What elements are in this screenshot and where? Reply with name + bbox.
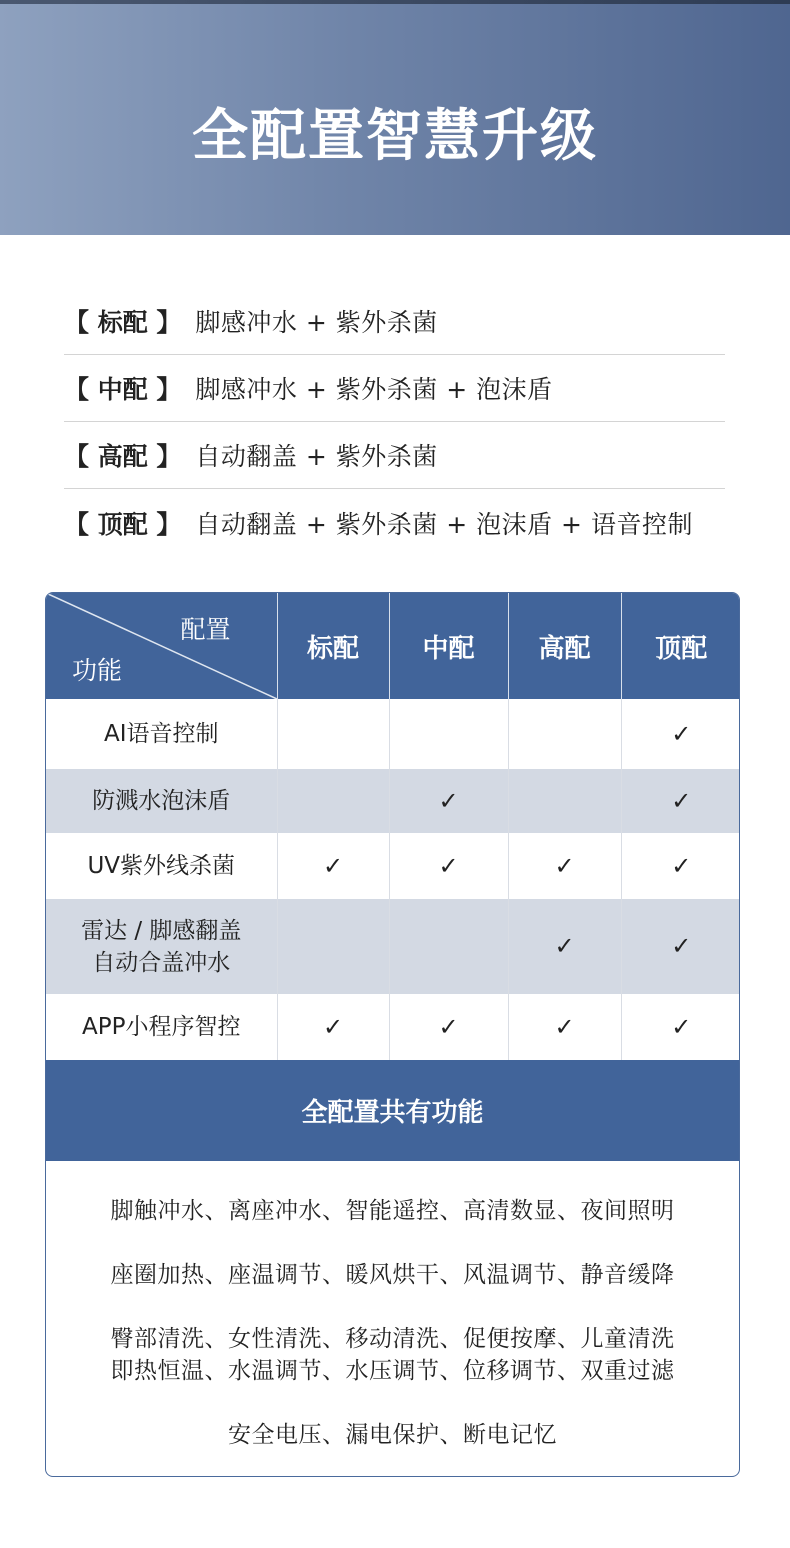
- tier-name: 【 标配 】: [64, 308, 182, 337]
- check-icon: ✓: [438, 1012, 459, 1041]
- tier-name: 【 高配 】: [64, 442, 182, 471]
- corner-header-cell: [46, 593, 277, 699]
- feature-cell: AI语音控制: [46, 699, 277, 769]
- check-icon: ✓: [671, 851, 692, 880]
- check-cell: [508, 994, 621, 1060]
- check-cell: [621, 699, 740, 769]
- tier-row-standard: [64, 288, 725, 355]
- check-icon: ✓: [438, 786, 459, 815]
- check-icon: ✓: [671, 786, 692, 815]
- tier-row-high: [64, 422, 725, 489]
- check-cell: [277, 994, 389, 1060]
- tier-row-mid: [64, 355, 725, 422]
- check-cell: [277, 899, 389, 994]
- table-row: [46, 994, 740, 1060]
- column-header-high: 高配: [508, 593, 621, 699]
- feature-line: 自动合盖冲水: [92, 949, 231, 976]
- check-cell: [389, 899, 508, 994]
- feature-cell: [46, 899, 277, 994]
- column-header-standard: 标配: [277, 593, 389, 699]
- check-cell: [277, 769, 389, 833]
- check-icon: ✓: [671, 719, 692, 748]
- check-cell: [621, 994, 740, 1060]
- check-cell: [277, 833, 389, 899]
- common-features-line: 座圈加热、座温调节、暖风烘干、风温调节、静音缓降: [110, 1262, 675, 1288]
- check-cell: [621, 899, 740, 994]
- check-cell: [508, 833, 621, 899]
- feature-matrix: [46, 593, 740, 1060]
- check-cell: [508, 769, 621, 833]
- column-header-top: 顶配: [621, 593, 740, 699]
- check-cell: [389, 699, 508, 769]
- check-icon: ✓: [322, 1012, 344, 1041]
- common-features-line: 安全电压、漏电保护、断电记忆: [228, 1422, 557, 1448]
- check-icon: ✓: [554, 932, 575, 960]
- tier-description: 自动翻盖 + 紫外杀菌 + 泡沫盾 + 语音控制: [195, 509, 693, 539]
- corner-config-label: 配置: [180, 615, 231, 644]
- feature-cell: 防溅水泡沫盾: [46, 769, 277, 833]
- table-row: [46, 699, 740, 769]
- tier-description: 自动翻盖 + 紫外杀菌: [195, 442, 438, 471]
- feature-cell: UV紫外线杀菌: [46, 833, 277, 899]
- comparison-table: [45, 592, 740, 1477]
- tier-description: 脚感冲水 + 紫外杀菌 + 泡沫盾: [195, 375, 553, 404]
- feature-cell: APP小程序智控: [46, 994, 277, 1060]
- common-features-line: 即热恒温、水温调节、水压调节、位移调节、双重过滤: [110, 1358, 675, 1384]
- check-icon: ✓: [671, 932, 692, 960]
- table-header-row: [46, 593, 740, 699]
- tier-description: 脚感冲水 + 紫外杀菌: [195, 308, 438, 337]
- check-cell: [389, 769, 508, 833]
- banner-title: 全配置智慧升级: [192, 104, 598, 169]
- common-features-title: 全配置共有功能: [46, 1060, 739, 1161]
- feature-line: 雷达 / 脚感翻盖: [81, 917, 242, 944]
- check-cell: [389, 833, 508, 899]
- banner: [0, 0, 790, 235]
- check-icon: ✓: [438, 851, 459, 880]
- check-icon: ✓: [322, 851, 344, 880]
- common-features-line: 臀部清洗、女性清洗、移动清洗、促便按摩、儿童清洗: [110, 1326, 675, 1352]
- tier-name: 【 中配 】: [64, 375, 182, 404]
- check-icon: ✓: [671, 1012, 692, 1041]
- table-row: [46, 769, 740, 833]
- check-cell: [389, 994, 508, 1060]
- common-features-line: 脚触冲水、离座冲水、智能遥控、高清数显、夜间照明: [110, 1198, 675, 1224]
- table-row: [46, 899, 740, 994]
- column-header-mid: 中配: [389, 593, 508, 699]
- tier-name: 【 顶配 】: [64, 509, 182, 539]
- corner-function-label: 功能: [72, 656, 123, 685]
- check-cell: [621, 769, 740, 833]
- check-icon: ✓: [554, 1012, 575, 1041]
- check-cell: [277, 699, 389, 769]
- check-cell: [508, 899, 621, 994]
- table-row: [46, 833, 740, 899]
- check-cell: [621, 833, 740, 899]
- check-cell: [508, 699, 621, 769]
- tier-list: [64, 288, 725, 556]
- tier-row-top: [64, 489, 725, 556]
- check-icon: ✓: [554, 851, 575, 880]
- common-features-list: [46, 1161, 739, 1451]
